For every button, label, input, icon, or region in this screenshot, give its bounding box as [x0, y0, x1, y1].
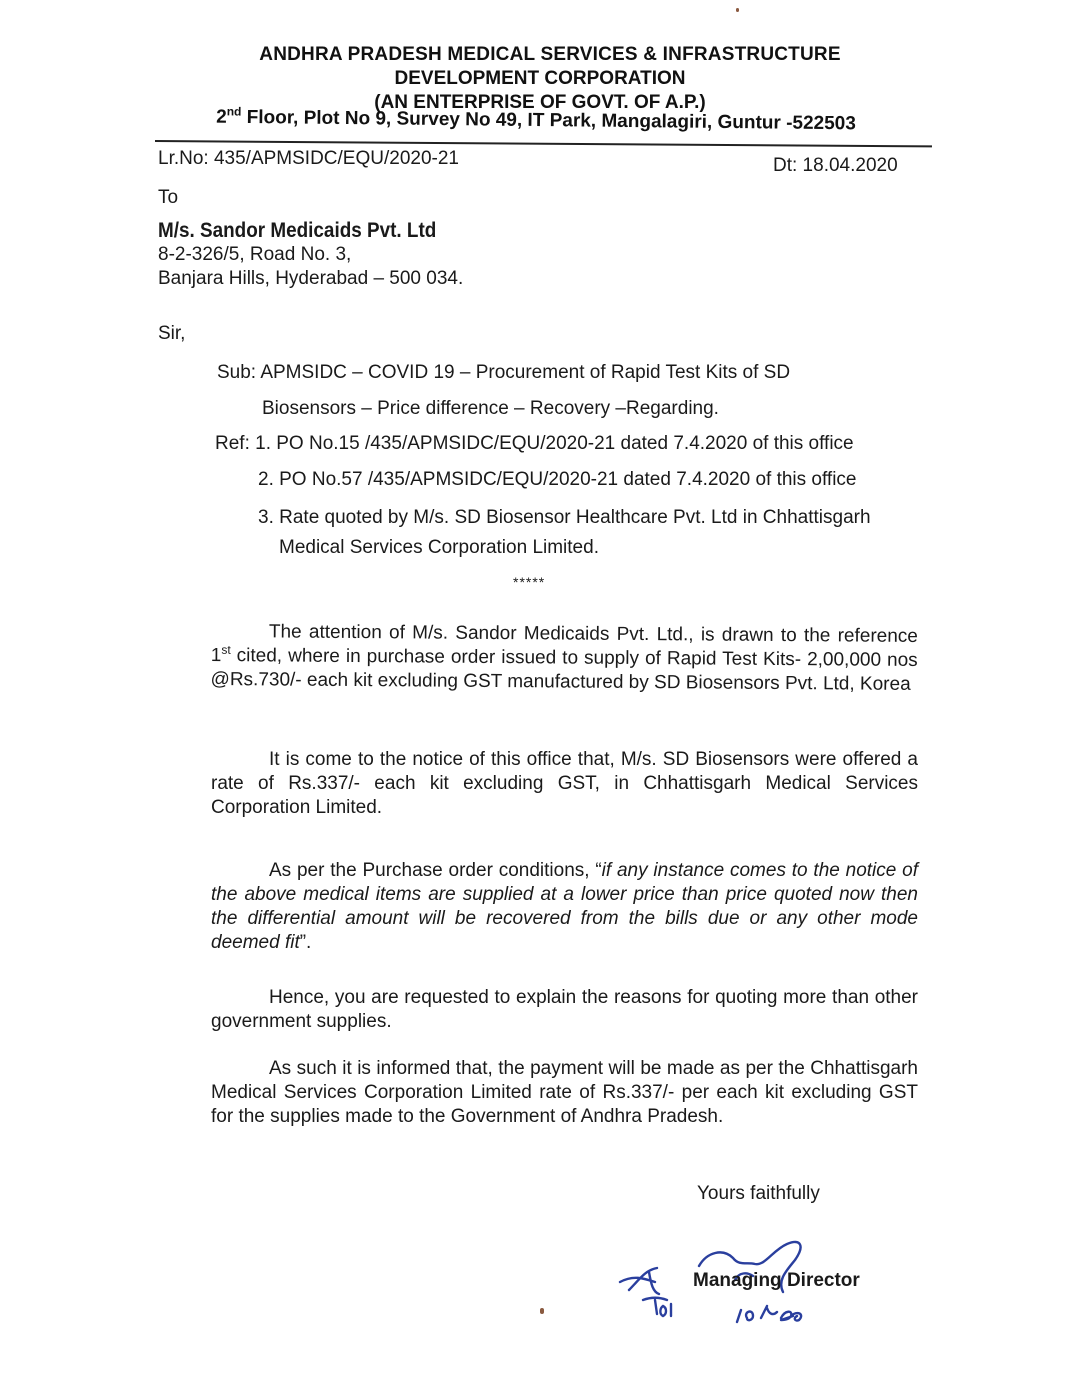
body-paragraph-5: [211, 1057, 918, 1129]
reference-2: 2. PO No.57 /435/APMSIDC/EQU/2020-21 dated 7.4.2020 of this office: [258, 469, 857, 490]
body-paragraph-2: [211, 748, 918, 820]
body-paragraph-4: [211, 986, 918, 1034]
reference-3-line1: 3. Rate quoted by M/s. SD Biosensor Healthcare Pvt. Ltd in Chhattisgarh: [258, 507, 871, 528]
org-name-line1: ANDHRA PRADESH MEDICAL SERVICES & INFRASTRUCTURE: [259, 44, 841, 65]
p2-text: It is come to the notice of this office that, M/s. SD Biosensors were offered a rate of Rs.337/- each kit excluding GST, in Chhattisgarh Medical Services Corporation Limited.: [211, 749, 918, 818]
recipient-name: M/s. Sandor Medicaids Pvt. Ltd: [158, 219, 437, 242]
recipient-to: To: [158, 187, 179, 208]
p3-quoted-condition: if any instance comes to the notice of the above medical items are supplied at a lower price than price quoted now then the differential amount will be recovered from the bills due or any other mode deemed fit: [211, 860, 918, 953]
salutation: Sir,: [158, 323, 186, 344]
p3-text-a: As per the Purchase order conditions, “: [269, 860, 602, 881]
body-paragraph-3: [211, 859, 918, 955]
signatory-designation: Managing Director: [693, 1270, 860, 1291]
p4-text: Hence, you are requested to explain the reasons for quoting more than other government supplies.: [211, 987, 918, 1032]
address-text: Floor, Plot No 9, Survey No 49, IT Park, Mangalagiri, Guntur -522503: [241, 106, 856, 135]
recipient-address-line2: Banjara Hills, Hyderabad – 500 034.: [158, 268, 464, 289]
closing-yours-faithfully: Yours faithfully: [697, 1183, 820, 1204]
body-paragraph-1: [210, 620, 917, 697]
header-divider: [155, 140, 932, 147]
recipient-address-line1: 8-2-326/5, Road No. 3,: [158, 244, 352, 265]
floor-suffix: nd: [226, 104, 242, 119]
paper-speck: [540, 1308, 544, 1314]
letter-number: Lr.No: 435/APMSIDC/EQU/2020-21: [158, 148, 459, 169]
section-separator: *****: [513, 574, 546, 590]
p1-text-a: The attention of M/s. Sandor Medicaids Pvt. Ltd., is drawn to the reference 1: [210, 621, 918, 667]
p1-text-b: cited, where in purchase order issued to supply of Rapid Test Kits- 2,00,000 nos @Rs.730/- each kit excluding GST manufactured by SD Biosensors Pvt. Ltd, Korea: [210, 645, 918, 695]
p5-text: As such it is informed that, the payment will be made as per the Chhattisgarh Medical Services Corporation Limited rate of Rs.337/- per each kit excluding GST for the supplies made to the Government of Andhra Pradesh.: [211, 1058, 918, 1127]
reference-1: Ref: 1. PO No.15 /435/APMSIDC/EQU/2020-21 dated 7.4.2020 of this office: [215, 433, 854, 454]
org-enterprise-line: (AN ENTERPRISE OF GOVT. OF A.P.): [374, 92, 706, 113]
p3-text-b: ”.: [299, 932, 312, 953]
org-name-line2: DEVELOPMENT CORPORATION: [394, 68, 686, 89]
p1-ordinal: st: [221, 642, 231, 657]
subject-line1: Sub: APMSIDC – COVID 19 – Procurement of Rapid Test Kits of SD: [217, 362, 791, 383]
paper-speck: [736, 8, 739, 12]
letter-date: Dt: 18.04.2020: [773, 155, 898, 176]
reference-3-line2: Medical Services Corporation Limited.: [279, 537, 599, 558]
subject-line2: Biosensors – Price difference – Recovery –Regarding.: [262, 398, 719, 419]
floor-number: 2: [216, 106, 227, 128]
